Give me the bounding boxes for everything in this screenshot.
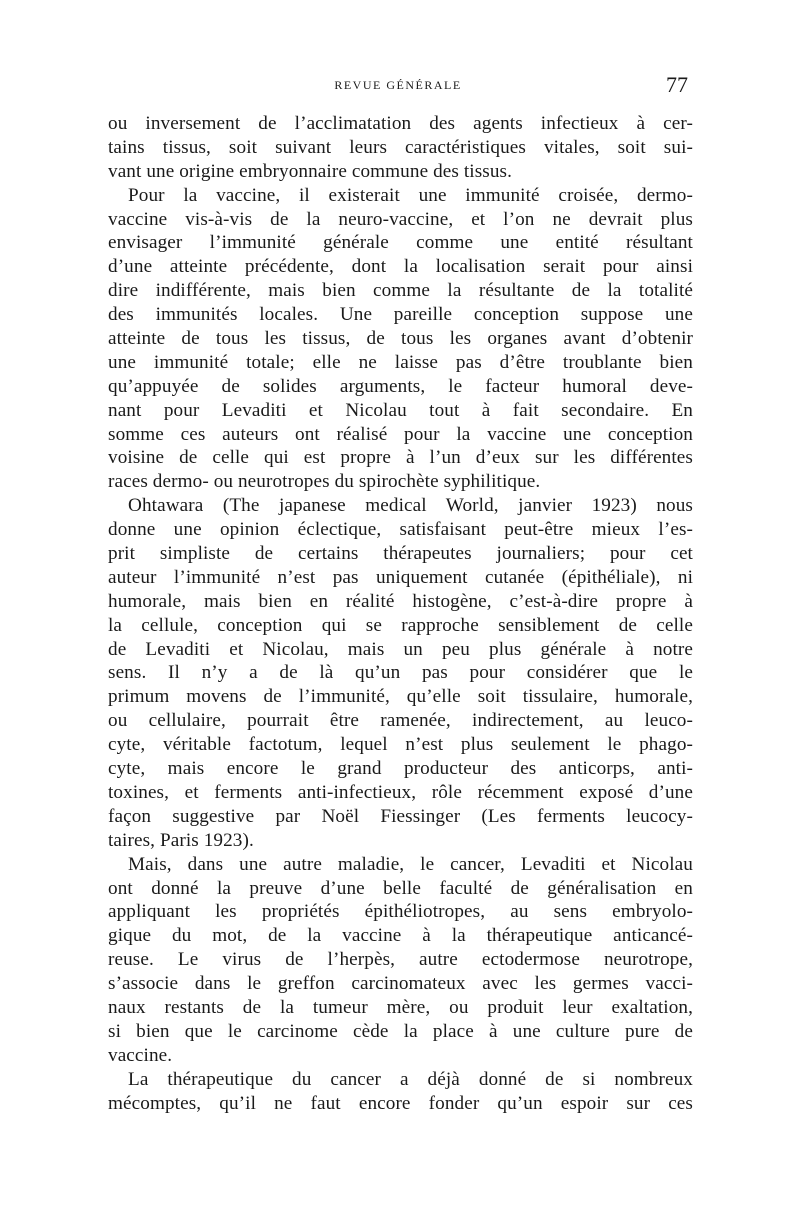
- text-line: reuse. Le virus de l’herpès, autre ectodermose neurotrope,: [108, 949, 693, 971]
- text-line: La thérapeutique du cancer a déjà donné de si nombreux: [128, 1068, 693, 1090]
- text-line: de Levaditi et Nicolau, mais un peu plus générale à notre: [108, 638, 693, 660]
- page-number: 77: [666, 72, 688, 97]
- text-line: donne une opinion éclectique, satisfaisant peut-être mieux l’es-: [108, 519, 693, 541]
- body-text: [108, 112, 693, 1115]
- text-line: nant pour Levaditi et Nicolau tout à fait secondaire. En: [108, 399, 693, 421]
- text-line: si bien que le carcinome cède la place à une culture pure de: [108, 1020, 693, 1042]
- text-line: sens. Il n’y a de là qu’un pas pour considérer que le: [108, 662, 693, 684]
- text-line: s’associe dans le greffon carcinomateux avec les germes vacci-: [108, 973, 693, 995]
- text-line: vaccine.: [108, 1044, 173, 1066]
- text-line: taires, Paris 1923).: [108, 829, 254, 851]
- text-line: races dermo- ou neurotropes du spirochète syphilitique.: [108, 471, 541, 493]
- text-line: prit simpliste de certains thérapeutes journaliers; pour cet: [108, 543, 693, 565]
- text-line: auteur l’immunité n’est pas uniquement cutanée (épithéliale), ni: [108, 566, 693, 588]
- running-head: [108, 72, 688, 100]
- text-line: atteinte de tous les tissus, de tous les organes avant d’obtenir: [108, 328, 693, 350]
- text-line: appliquant les propriétés épithéliotropes, au sens embryolo-: [108, 901, 693, 923]
- text-line: naux restants de la tumeur mère, ou produit leur exaltation,: [108, 996, 693, 1018]
- text-line: la cellule, conception qui se rapproche sensiblement de celle: [108, 614, 693, 636]
- text-line: tains tissus, soit suivant leurs caractéristiques vitales, soit sui-: [108, 136, 693, 158]
- text-line: ou inversement de l’acclimatation des agents infectieux à cer-: [108, 113, 693, 134]
- running-title: REVUE GÉNÉRALE: [334, 78, 462, 92]
- text-line: dire indifférente, mais bien comme la résultante de la totalité: [108, 280, 693, 302]
- text-line: primum movens de l’immunité, qu’elle soit tissulaire, humorale,: [108, 686, 693, 708]
- text-line: envisager l’immunité générale comme une entité résultant: [108, 232, 693, 254]
- text-line: qu’appuyée de solides arguments, le facteur humoral deve-: [108, 375, 693, 397]
- text-line: gique du mot, de la vaccine à la thérapeutique anticancé-: [108, 925, 693, 947]
- text-line: des immunités locales. Une pareille conception suppose une: [108, 304, 693, 326]
- text-line: d’une atteinte précédente, dont la localisation serait pour ainsi: [108, 256, 693, 278]
- text-line: cyte, véritable factotum, lequel n’est plus seulement le phago-: [108, 734, 693, 756]
- text-line: vaccine vis-à-vis de la neuro-vaccine, et l’on ne devrait plus: [108, 208, 693, 230]
- text-line: toxines, et ferments anti-infectieux, rôle récemment exposé d’une: [108, 781, 693, 803]
- text-line: vant une origine embryonnaire commune des tissus.: [108, 160, 513, 182]
- text-line: somme ces auteurs ont réalisé pour la vaccine une conception: [108, 423, 693, 445]
- text-line: Mais, dans une autre maladie, le cancer, Levaditi et Nicolau: [128, 853, 693, 875]
- text-line: mécomptes, qu’il ne faut encore fonder qu’un espoir sur ces: [108, 1092, 693, 1114]
- text-line: cyte, mais encore le grand producteur des anticorps, anti-: [108, 758, 693, 780]
- text-line: Ohtawara (The japanese medical World, janvier 1923) nous: [128, 495, 693, 517]
- text-line: voisine de celle qui est propre à l’un d’eux sur les différentes: [108, 447, 693, 469]
- text-line: une immunité totale; elle ne laisse pas d’être troublante bien: [108, 351, 693, 373]
- text-line: ont donné la preuve d’une belle faculté de généralisation en: [108, 877, 693, 899]
- text-line: ou cellulaire, pourrait être ramenée, indirectement, au leuco-: [108, 710, 693, 732]
- text-line: Pour la vaccine, il existerait une immunité croisée, dermo-: [128, 184, 693, 206]
- text-line: façon suggestive par Noël Fiessinger (Les ferments leucocy-: [108, 805, 693, 827]
- text-line: humorale, mais bien en réalité histogène, c’est-à-dire propre à: [108, 590, 693, 612]
